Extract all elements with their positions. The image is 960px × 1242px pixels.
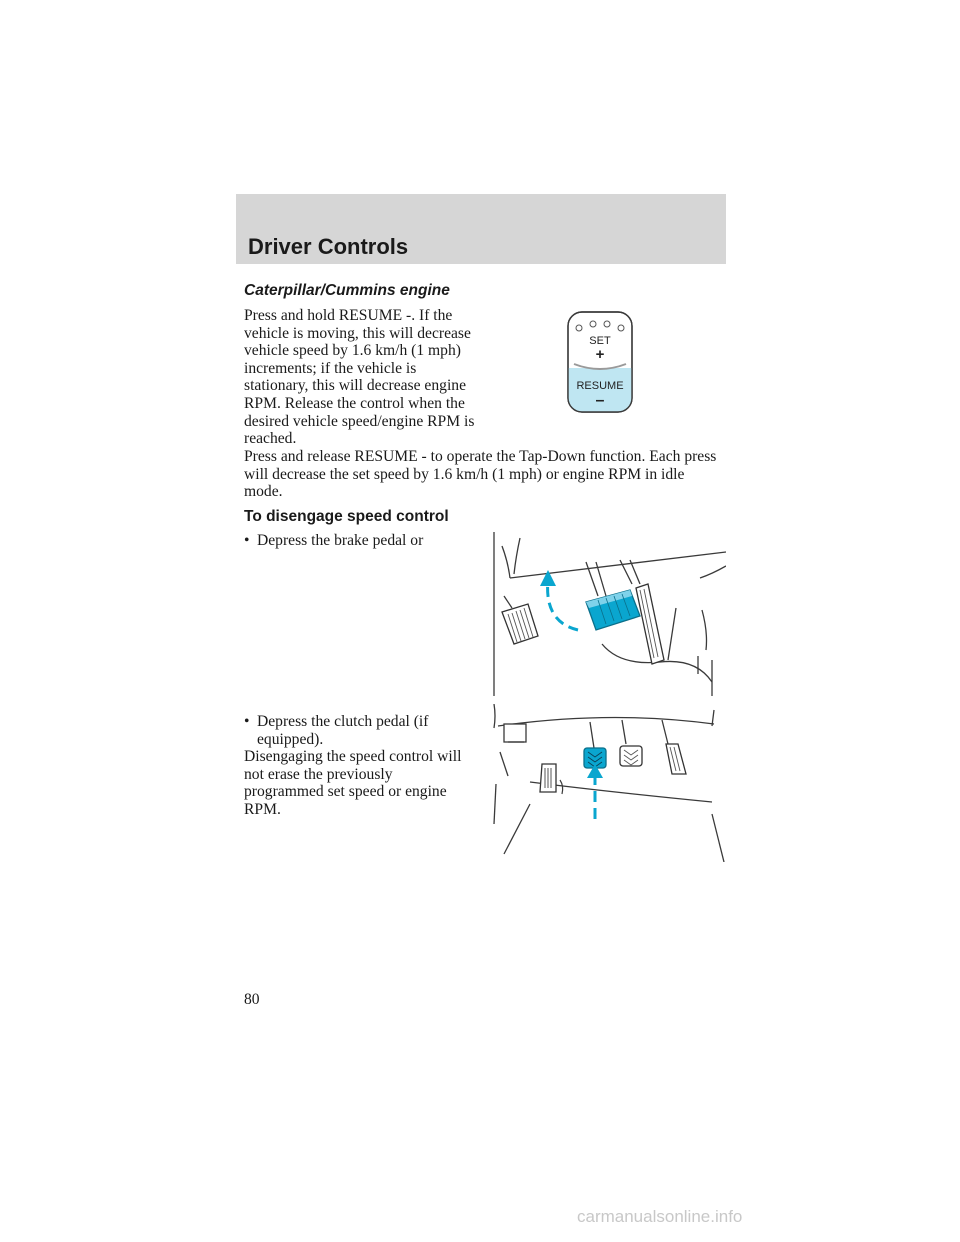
accelerator-pedal bbox=[636, 584, 664, 664]
bullet-brake-pedal-text: Depress the brake pedal or bbox=[257, 532, 424, 549]
accelerator-pedal bbox=[666, 744, 686, 774]
paragraph-press-hold-resume: Press and hold RESUME -. If the vehicle is moving, this will decrease vehicle speed by 1.6 km/h (1 mph) increments; if the vehicle is stationary, this will decrease engine RPM. Release the control when the desired vehicle speed/engine RPM is reached. bbox=[244, 307, 475, 448]
page-section-title: Driver Controls bbox=[248, 234, 409, 259]
page-number: 80 bbox=[244, 991, 260, 1008]
heading-disengage-speed-control: To disengage speed control bbox=[244, 508, 449, 525]
bullet-symbol: • bbox=[244, 532, 250, 549]
bullet-clutch-pedal bbox=[244, 713, 474, 748]
header-bar bbox=[236, 194, 726, 264]
set-label: SET bbox=[589, 335, 611, 347]
paragraph-disengaging-note: Disengaging the speed control will not erase the previously programmed set speed or engine RPM. bbox=[244, 748, 462, 818]
brake-pedal-illustration bbox=[490, 532, 726, 696]
bullet-brake-pedal bbox=[244, 532, 474, 550]
paragraph-tap-down: Press and release RESUME - to operate the Tap-Down function. Each press will decrease the set speed by 1.6 km/h (1 mph) or engine RPM in idle mode. bbox=[244, 448, 717, 501]
watermark: carmanualsonline.info bbox=[577, 1207, 743, 1226]
heading-caterpillar-cummins: Caterpillar/Cummins engine bbox=[244, 282, 450, 299]
resume-label: RESUME bbox=[576, 380, 624, 392]
clutch-pedal-pad bbox=[502, 604, 538, 644]
bullet-clutch-pedal-text: Depress the clutch pedal (if equipped). bbox=[257, 713, 429, 748]
minus-symbol: – bbox=[595, 392, 605, 409]
brake-pedal-pad bbox=[620, 746, 642, 766]
plus-symbol: + bbox=[595, 346, 605, 363]
clutch-pedal-illustration bbox=[490, 704, 726, 862]
left-pedal-pad bbox=[540, 764, 556, 792]
brake-pedal-pad bbox=[586, 590, 640, 630]
set-resume-button-illustration bbox=[566, 310, 634, 414]
bullet-symbol: • bbox=[244, 713, 250, 730]
push-arrow-line bbox=[548, 580, 578, 630]
